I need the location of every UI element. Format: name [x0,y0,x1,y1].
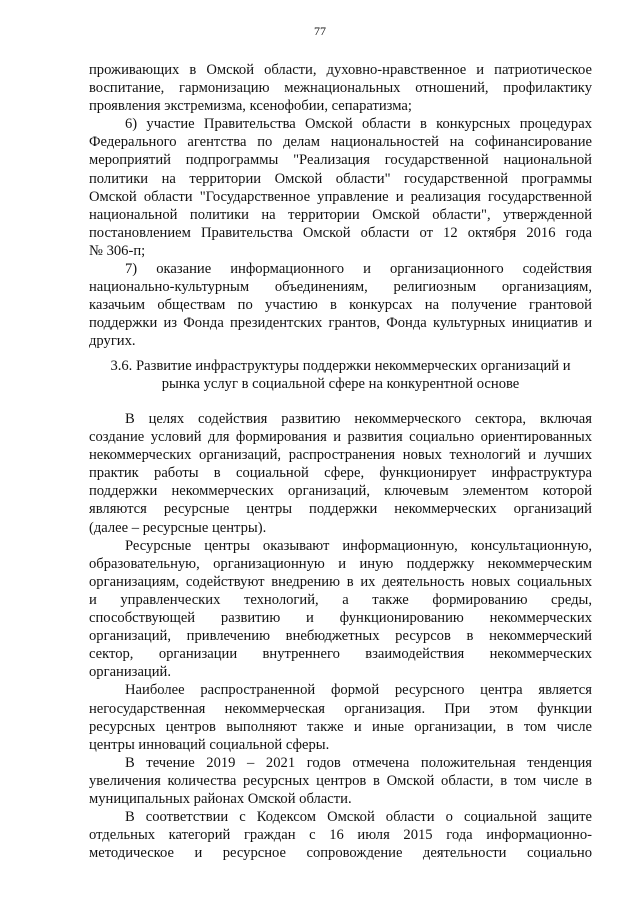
text-line: увеличения количества ресурсных центров в Омской области, в том числе в [89,772,592,789]
text-line: организаций, привлечению внебюджетных ресурсов в некоммерческий [89,628,592,645]
text-line: постановлением Правительства Омской области от 12 октября 2016 года [89,224,592,241]
text-line: проживающих в Омской области, духовно-нравственное и патриотическое [89,62,592,78]
heading-line: 3.6. Развитие инфраструктуры поддержки некоммерческих организаций и [110,358,571,374]
heading-line: рынка услуг в социальной сфере на конкурентной основе [161,376,520,393]
text-line: Ресурсные центры оказывают информационную, консультационную, [125,537,592,554]
text-line: образовательную, организационную и иную поддержку некоммерческим [89,555,592,572]
text-line: № 306-п; [89,242,146,259]
text-line: (далее – ресурсные центры). [89,519,267,536]
text-line: организаций. [89,664,171,681]
text-line: Омской области "Государственное управление и реализация государственной [89,188,592,205]
text-line: муниципальных районах Омской области. [89,790,352,807]
text-line: создание условий для формирования и развития социально ориентированных [89,429,592,446]
text-line: национально-культурным объединениям, религиозным организациям, [89,279,592,296]
text-line: В течение 2019 – 2021 годов отмечена положительная тенденция [125,754,592,771]
text-line: мероприятий подпрограммы "Реализация государственной национальной [89,152,592,169]
text-line: воспитание, гармонизацию межнациональных отношений, профилактику [89,80,592,97]
text-line: 6) участие Правительства Омской области в конкурсных процедурах [125,116,592,133]
text-line: являются ресурсные центры поддержки некоммерческих организаций [89,501,592,518]
text-line: некоммерческих организаций, распространения новых технологий и лучших [89,447,592,464]
section-body [89,410,592,862]
text-line: национальной политики на территории Омской области", утвержденной [89,206,592,223]
text-line: центры инноваций социальной сферы. [89,736,330,753]
text-line: сектор, организации внутреннего взаимодействия некоммерческих [89,646,592,663]
text-line: Федерального агентства по делам национальностей на софинансирование [89,134,592,151]
text-line: 7) оказание информационного и организационного содействия [125,261,592,278]
text-line: ресурсных центров выполняют также и иные организации, в том числе [89,718,592,735]
page-number: 77 [314,24,326,38]
text-line: казачьим обществам по участию в конкурсах на получение грантовой [89,297,592,314]
text-line: методическое и ресурсное сопровождение деятельности социально [89,845,592,862]
text-line: и управленческих технологий, а также формированию среды, [89,591,592,608]
text-line: других. [89,333,136,350]
text-line: организациям, содействуют внедрению в их деятельность новых социальных [89,573,592,590]
text-line: проявления экстремизма, ксенофобии, сепаратизма; [89,98,412,115]
text-line: В целях содействия развитию некоммерческого сектора, включая [125,411,592,427]
text-line: способствующей развитию и функционированию некоммерческих [89,610,592,627]
text-line: политики на территории Омской области" государственной программы [89,170,592,187]
text-line: поддержки из Фонда президентских грантов, Фонда культурных инициатив и [89,315,592,332]
text-line: поддержки некоммерческих организаций, ключевым элементом которой [89,483,592,500]
text-line: отдельных категорий граждан с 16 июля 2015 года информационно- [89,827,592,844]
section-heading [89,357,592,393]
text-line: практик работы в социальной сфере, функционирует инфраструктура [89,465,592,482]
text-line: В соответствии с Кодексом Омской области о социальной защите [125,809,592,826]
text-line: Наиболее распространенной формой ресурсного центра является [125,682,592,699]
text-line: негосударственная некоммерческая организация. При этом функции [89,700,592,717]
list-continuation [89,61,592,351]
